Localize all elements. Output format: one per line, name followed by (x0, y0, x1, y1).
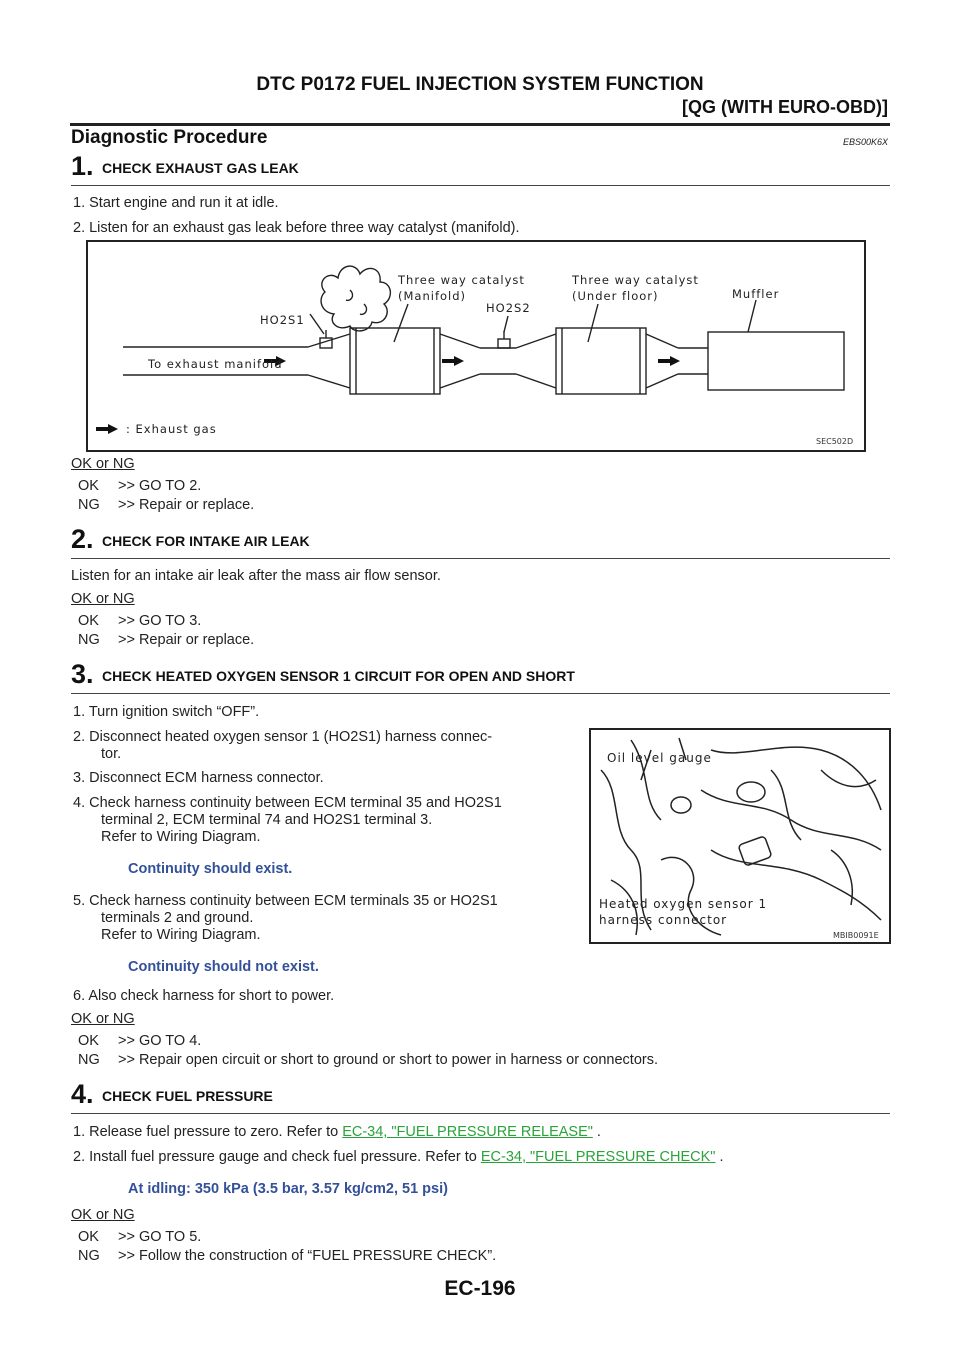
label-oil-level-gauge: Oil level gauge (607, 751, 712, 765)
engine-sketch (591, 730, 889, 942)
step-title: CHECK FOR INTAKE AIR LEAK (102, 533, 310, 549)
step-2-text: Listen for an intake air leak after the mass air flow sensor. (71, 568, 441, 584)
step-4-spec: At idling: 350 kPa (3.5 bar, 3.57 kg/cm2, 51 psi) (128, 1181, 448, 1197)
step-1-item-1: 1. Start engine and run it at idle. (73, 195, 279, 211)
step-number: 2. (71, 524, 94, 554)
step-4-ng-result: NG >> Follow the construction of “FUEL PRESSURE CHECK”. (78, 1248, 497, 1264)
header-rule (70, 123, 890, 126)
step-3-item-2: 2. Disconnect heated oxygen sensor 1 (HO2S1) harness connec- (73, 729, 493, 745)
figure-code: MBIB0091E (833, 931, 879, 940)
exhaust-system-figure (86, 240, 866, 452)
step-4-item-1: 1. Release fuel pressure to zero. Refer to EC-34, "FUEL PRESSURE RELEASE" . (73, 1124, 601, 1140)
label-twc-underfloor: Three way catalyst (572, 273, 699, 287)
step-number: 3. (71, 659, 94, 689)
step-1-heading (71, 149, 890, 186)
step-3-spec-2: Continuity should not exist. (128, 959, 319, 975)
step-4-item-2: 2. Install fuel pressure gauge and check fuel pressure. Refer to EC-34, "FUEL PRESSURE CHECK" . (73, 1149, 724, 1165)
step-3-item-5-ref: Refer to Wiring Diagram. (101, 927, 261, 943)
step-3-item-2-cont: tor. (101, 746, 122, 762)
step-2-heading (71, 522, 890, 559)
step-number: 4. (71, 1079, 94, 1109)
step-3-item-5-cont: terminals 2 and ground. (101, 910, 254, 926)
step-1-item-2: 2. Listen for an exhaust gas leak before three way catalyst (manifold). (73, 220, 520, 236)
step-4-ok-or-ng: OK or NG (71, 1207, 135, 1223)
step-3-spec-1: Continuity should exist. (128, 861, 293, 877)
page-subtitle: [QG (WITH EURO-OBD)] (682, 97, 888, 117)
page-number: EC-196 (444, 1277, 516, 1300)
figure-code: SEC502D (816, 437, 854, 446)
step-number: 1. (71, 151, 94, 181)
section-code: EBS00K6X (842, 137, 888, 147)
engine-figure (589, 728, 891, 944)
label-ho2s1: HO2S1 (260, 313, 305, 327)
step-3-item-4-cont: terminal 2, ECM terminal 74 and HO2S1 terminal 3. (101, 812, 433, 828)
fuel-pressure-release-link[interactable]: EC-34, "FUEL PRESSURE RELEASE" (342, 1124, 593, 1140)
legend-exhaust-gas: : Exhaust gas (126, 422, 217, 436)
label-muffler: Muffler (732, 287, 780, 301)
step-3-ng-result: NG >> Repair open circuit or short to ground or short to power in harness or connectors. (78, 1052, 659, 1068)
label-to-manifold: To exhaust manifold (148, 357, 283, 371)
step-3-item-4: 4. Check harness continuity between ECM terminal 35 and HO2S1 (73, 795, 502, 811)
exhaust-diagram (88, 242, 864, 450)
step-3-item-5: 5. Check harness continuity between ECM terminals 35 or HO2S1 (73, 893, 498, 909)
step-3-heading (71, 657, 890, 694)
step-title: CHECK FUEL PRESSURE (102, 1088, 273, 1104)
step-2-ng-result: NG >> Repair or replace. (78, 632, 255, 648)
step-3-item-3: 3. Disconnect ECM harness connector. (73, 770, 324, 786)
step-3-ok-or-ng: OK or NG (71, 1011, 135, 1027)
step-4-heading (71, 1077, 890, 1114)
step-3-item-1: 1. Turn ignition switch “OFF”. (73, 704, 260, 720)
label-twc-manifold-2: (Manifold) (398, 289, 467, 303)
label-twc-underfloor-2: (Under floor) (572, 289, 659, 303)
label-twc-manifold: Three way catalyst (398, 273, 525, 287)
step-1-ok-result: OK >> GO TO 2. (78, 478, 202, 494)
label-ho2s1-connector: Heated oxygen sensor 1 (599, 897, 768, 911)
step-2-ok-result: OK >> GO TO 3. (78, 613, 202, 629)
page-title: DTC P0172 FUEL INJECTION SYSTEM FUNCTION (256, 74, 704, 95)
fuel-pressure-check-link[interactable]: EC-34, "FUEL PRESSURE CHECK" (480, 1149, 716, 1165)
label-ho2s2: HO2S2 (486, 301, 531, 315)
step-3-item-4-ref: Refer to Wiring Diagram. (101, 829, 261, 845)
step-title: CHECK EXHAUST GAS LEAK (102, 160, 299, 176)
step-3-ok-result: OK >> GO TO 4. (78, 1033, 202, 1049)
step-2-ok-or-ng: OK or NG (71, 591, 135, 607)
step-1-ng-result: NG >> Repair or replace. (78, 497, 255, 513)
step-4-ok-result: OK >> GO TO 5. (78, 1229, 202, 1245)
step-title: CHECK HEATED OXYGEN SENSOR 1 CIRCUIT FOR OPEN AND SHORT (102, 668, 575, 684)
label-ho2s1-connector-2: harness connector (599, 913, 728, 927)
step-3-item-6: 6. Also check harness for short to power. (73, 988, 335, 1004)
step-1-ok-or-ng: OK or NG (71, 456, 135, 472)
section-title: Diagnostic Procedure (71, 127, 268, 148)
